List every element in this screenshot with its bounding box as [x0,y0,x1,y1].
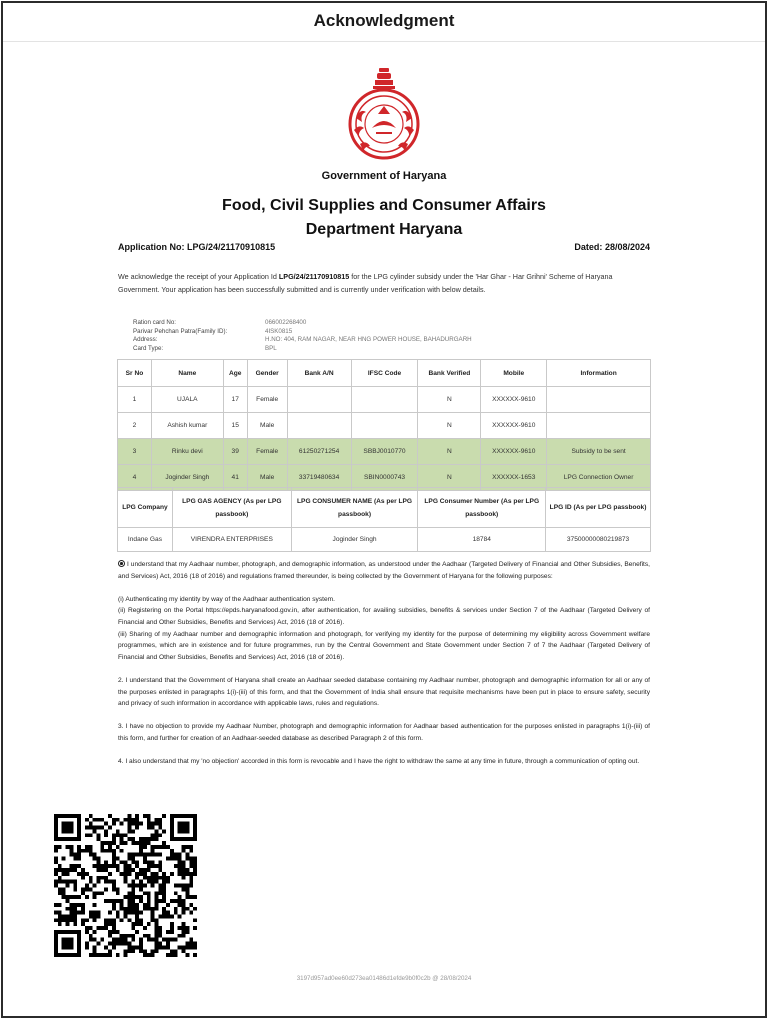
lpg-details-table [117,487,651,552]
consent-purpose-ii: (ii) Registering on the Portal https://epds.haryanafood.gov.in, after authentication, for availing subsidies, benefits & services under Section 7 of the Aadhaar (Targeted Delivery of Financial and Other Subsidies, Benefits and Services) Act, 2016 (18 of 2016). [118,607,650,626]
consent-paragraph-4: 4. I also understand that my 'no objection' accorded in this form is revocable and I have the right to withdraw the same at any time in future, through a communication of opting out. [118,758,640,766]
document-hash: 3197d957ad0ee60d273ea01486d1efde9b0f0c2b @ 28/08/2024 [296,975,472,982]
application-date: Dated: 28/08/2024 [574,242,650,252]
department-line-1: Food, Civil Supplies and Consumer Affairs [222,197,546,214]
table-row-highlighted: 3 Rinku devi 39 Female 61250271254 SBBJ0010770 N XXXXXX-9610 Subsidy to be sent [118,439,651,465]
radio-selected-icon [118,560,125,567]
detail-row: Ration card No: 066002268400 [133,319,307,326]
consent-paragraph-2: 2. I understand that the Government of Haryana shall create an Aadhaar seeded database containing my Aadhaar number, photograph and demographic information for all or any of the purposes enlisted in paragraphs 1(i)-(iii) of this form, and that the Government of India shall ensure that requisite mechanisms have been put in place to ensure safety, security and privacy of such information in accordance with applicable laws, rules and regulations. [118,676,650,708]
consent-paragraph-1: I understand that my Aadhaar number, photograph, and demographic information, as understood under the Aadhaar (Targeted Delivery of Financial and Other Subsidies, Benefits, and Services) Act, 2016 (18 of 2016) and regulations framed thereunder, is being collected by the Government of Haryana for the following purposes: [118,561,650,580]
detail-row: Parivar Pehchan Patra(Family ID): 4ISK0815 [133,327,293,335]
consent-purpose-i: (i) Authenticating my identity by way of the Aadhaar authentication system. [118,595,335,603]
qr-code-icon [54,814,197,957]
table-row-highlighted: 4 Joginder Singh 41 Male 33719480634 SBIN0000743 N XXXXXX-1653 LPG Connection Owner [118,465,651,491]
acknowledgment-text: We acknowledge the receipt of your Application Id LPG/24/21170910815 for the LPG cylinder subsidy under the 'Har Ghar - Har Grihni' Scheme of Haryana Government. Your application has been successfully submitted and is currently under verification with below details. [118,272,613,294]
detail-row: Card Type: BPL [133,345,277,353]
family-members-table [117,359,651,491]
table-row: Indane Gas VIRENDRA ENTERPRISES Joginder Singh 18784 37500000080219873 [118,528,651,552]
consent-paragraph-3: 3. I have no objection to provide my Aadhaar Number, photograph and demographic information for Aadhaar based authentication for the purposes enlisted in paragraphs 1(i)-(iii) of this form, and further for creation of an Aadhaar-seeded database as described Paragraph 2 of this form. [118,723,650,742]
table-header-row: Sr No Name Age Gender Bank A/N IFSC Code Bank Verified Mobile Information [118,360,651,387]
consent-purpose-iii: (iii) Sharing of my Aadhaar number and demographic information and photograph, for verifying my identity for the purpose of determining my eligibility across Government welfare programmes, which are in existence and for future programmes, run by the Central Government and State Government under Section 7 of 7 the Aadhaar (Targeted Delivery of Financial and Other Subsidies, Benefits and Services) Act, 2016 (18 of 2016). [118,630,650,661]
government-name: Government of Haryana [321,170,447,182]
department-title [0,194,768,242]
table-header-row: LPG Company LPG GAS AGENCY (As per LPG passbook) LPG CONSUMER NAME (As per LPG passbook) LPG Consumer Number (As per LPG passbook) LPG ID (As per LPG passbook) [118,488,651,528]
haryana-emblem-icon [346,66,422,162]
application-number: Application No: LPG/24/21170910815 [118,242,276,252]
application-id: LPG/24/21170910815 [278,272,350,281]
aadhaar-consent-text [118,559,650,779]
detail-row: Address: H.NO: 404, RAM NAGAR, NEAR HNG POWER HOUSE, BAHADURGARH [133,336,472,344]
department-line-2: Department Haryana [305,221,463,238]
table-row: 2 Ashish kumar 15 Male N XXXXXX-9610 [118,413,651,439]
table-row: 1 UJALA 17 Female N XXXXXX-9610 [118,387,651,413]
card-details [133,319,472,354]
page-title: Acknowledgment [313,11,455,30]
